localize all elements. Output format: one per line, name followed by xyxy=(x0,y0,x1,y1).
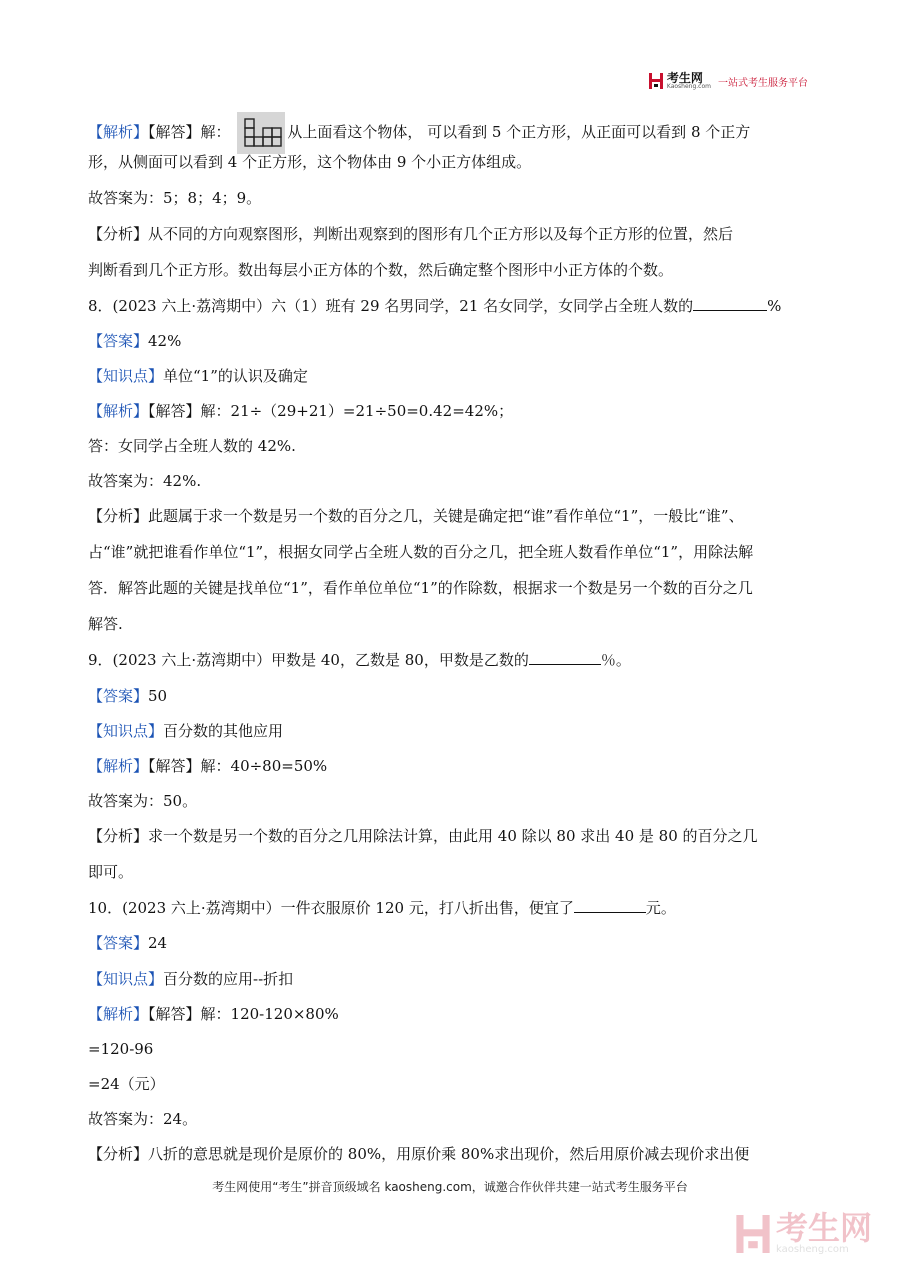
q8-answer xyxy=(88,331,181,351)
daan-tag: 【答案】 xyxy=(88,332,149,350)
q10-analysis-line1 xyxy=(88,1144,749,1164)
q7-solution-line2: 形，从侧面可以看到 4 个正方形，这个物体由 9 个小正方体组成。 xyxy=(88,153,532,171)
jieda-tag: 【解答】 xyxy=(148,757,201,775)
q9-knowledge-text: 百分数的其他应用 xyxy=(163,722,284,740)
q10-analysis-text: 八折的意思就是现价是原价的 80%，用原价乘 80%求出现价，然后用原价减去现价求出便 xyxy=(148,1145,750,1163)
q7-analysis-line1 xyxy=(88,224,733,244)
q8-answer-blank xyxy=(693,310,767,311)
fenxi-tag: 【分析】 xyxy=(88,507,149,525)
q7-final-answer: 故答案为：5；8；4；9。 xyxy=(88,189,262,207)
watermark xyxy=(736,1209,872,1255)
page-footer: 考生网使用“考生”拼音顶级域名 kaosheng.com，诚邀合作伙伴共建一站式考生服务平台 xyxy=(212,1180,688,1194)
q10-knowledge-text: 百分数的应用--折扣 xyxy=(163,970,294,988)
q8-analysis-text: 此题属于求一个数是另一个数的百分之几，关键是确定把“谁”看作单位“1”，一般比“谁”、 xyxy=(148,507,744,525)
q10-answer-blank xyxy=(574,912,646,913)
jiexi-tag: 【解析】 xyxy=(88,757,149,775)
q10-stem xyxy=(88,898,676,918)
q8-knowledge xyxy=(88,366,308,386)
q8-solution xyxy=(88,401,513,421)
q8-analysis-line3: 答．解答此题的关键是找单位“1”，看作单位单位“1”的作除数，根据求一个数是另一个数的百分之几 xyxy=(88,579,753,597)
q9-analysis-text: 求一个数是另一个数的百分之几用除法计算，由此用 40 除以 80 求出 40 是 80 的百分之几 xyxy=(148,827,758,845)
q10-solution-text: 解：120-120×80% xyxy=(200,1005,339,1023)
q9-solution-text: 解：40÷80=50% xyxy=(200,757,328,775)
cube-view-figure xyxy=(237,112,285,154)
brand-name: 考生网 xyxy=(666,71,703,85)
q8-analysis-line1 xyxy=(88,506,744,526)
q10-step2: =120-96 xyxy=(88,1040,154,1058)
daan-tag: 【答案】 xyxy=(88,687,149,705)
q7-analysis-line2: 判断看到几个正方形。数出每层小正方体的个数，然后确定整个图形中小正方体的个数。 xyxy=(88,261,674,279)
q10-answer-value: 24 xyxy=(148,934,168,952)
q8-knowledge-text: 单位“1”的认识及确定 xyxy=(163,367,308,385)
jieda-tag: 【解答】 xyxy=(148,1005,201,1023)
q8-solution-text: 解：21÷（29+21）=21÷50=0.42=42%； xyxy=(200,402,514,420)
watermark-name: 考生网 xyxy=(775,1209,872,1247)
q8-reply: 答：女同学占全班人数的 42%. xyxy=(88,437,296,455)
q9-stem-tail: ％。 xyxy=(600,651,631,669)
jieda-tag: 【解答】 xyxy=(148,123,201,141)
q8-answer-value: 42% xyxy=(148,332,182,350)
jiexi-tag: 【解析】 xyxy=(88,123,149,141)
q8-stem xyxy=(88,296,781,316)
watermark-text xyxy=(775,1209,872,1255)
q10-solution xyxy=(88,1004,339,1024)
fenxi-tag: 【分析】 xyxy=(88,1145,149,1163)
q8-stem-text: 8．(2023 六上·荔湾期中）六（1）班有 29 名男同学，21 名女同学，女同学占全班人数的 xyxy=(88,297,694,315)
q9-answer-value: 50 xyxy=(148,687,168,705)
q7-analysis-text: 从不同的方向观察图形，判断出观察到的图形有几个正方形以及每个正方形的位置，然后 xyxy=(148,225,734,243)
q9-answer-blank xyxy=(529,664,601,665)
q9-solution xyxy=(88,756,327,776)
q10-final-answer: 故答案为：24。 xyxy=(88,1110,198,1128)
watermark-domain: kaosheng.com xyxy=(775,1244,849,1255)
watermark-logo-icon xyxy=(736,1215,770,1253)
fenxi-tag: 【分析】 xyxy=(88,827,149,845)
q8-final-answer: 故答案为：42%. xyxy=(88,472,202,490)
zsd-tag: 【知识点】 xyxy=(88,970,164,988)
q10-answer xyxy=(88,933,167,953)
q7-solution-line1 xyxy=(88,112,750,154)
q10-knowledge xyxy=(88,969,293,989)
zsd-tag: 【知识点】 xyxy=(88,722,164,740)
header-brand xyxy=(649,72,808,90)
brand-text xyxy=(667,72,711,90)
jieda-tag: 【解答】 xyxy=(148,402,201,420)
q9-answer xyxy=(88,686,167,706)
q9-knowledge xyxy=(88,721,283,741)
daan-tag: 【答案】 xyxy=(88,934,149,952)
q8-analysis-line4: 解答. xyxy=(88,615,123,633)
jiexi-tag: 【解析】 xyxy=(88,402,149,420)
q9-stem xyxy=(88,650,631,670)
q10-step3: =24（元） xyxy=(88,1075,165,1093)
q10-stem-text: 10．(2023 六上·荔湾期中）一件衣服原价 120 元，打八折出售，便宜了 xyxy=(88,899,574,917)
brand-domain: Kaosheng.com xyxy=(666,83,711,90)
kaosheng-logo-icon xyxy=(649,73,663,89)
q7-solution-prefix: 解： xyxy=(200,123,231,141)
q8-stem-tail: % xyxy=(767,297,782,315)
zsd-tag: 【知识点】 xyxy=(88,367,164,385)
q9-stem-text: 9．(2023 六上·荔湾期中）甲数是 40，乙数是 80，甲数是乙数的 xyxy=(88,651,529,669)
brand-slogan: 一站式考生服务平台 xyxy=(718,77,808,89)
q9-analysis-line2: 即可。 xyxy=(88,863,134,881)
q7-solution-text: 从上面看这个物体， 可以看到 5 个正方形，从正面可以看到 8 个正方 xyxy=(287,123,751,141)
fenxi-tag: 【分析】 xyxy=(88,225,149,243)
jiexi-tag: 【解析】 xyxy=(88,1005,149,1023)
q9-final-answer: 故答案为：50。 xyxy=(88,792,198,810)
q8-analysis-line2: 占“谁”就把谁看作单位“1”，根据女同学占全班人数的百分之几，把全班人数看作单位“1”，用除法解 xyxy=(88,543,754,561)
q10-stem-tail: 元。 xyxy=(645,899,676,917)
q9-analysis-line1 xyxy=(88,826,758,846)
